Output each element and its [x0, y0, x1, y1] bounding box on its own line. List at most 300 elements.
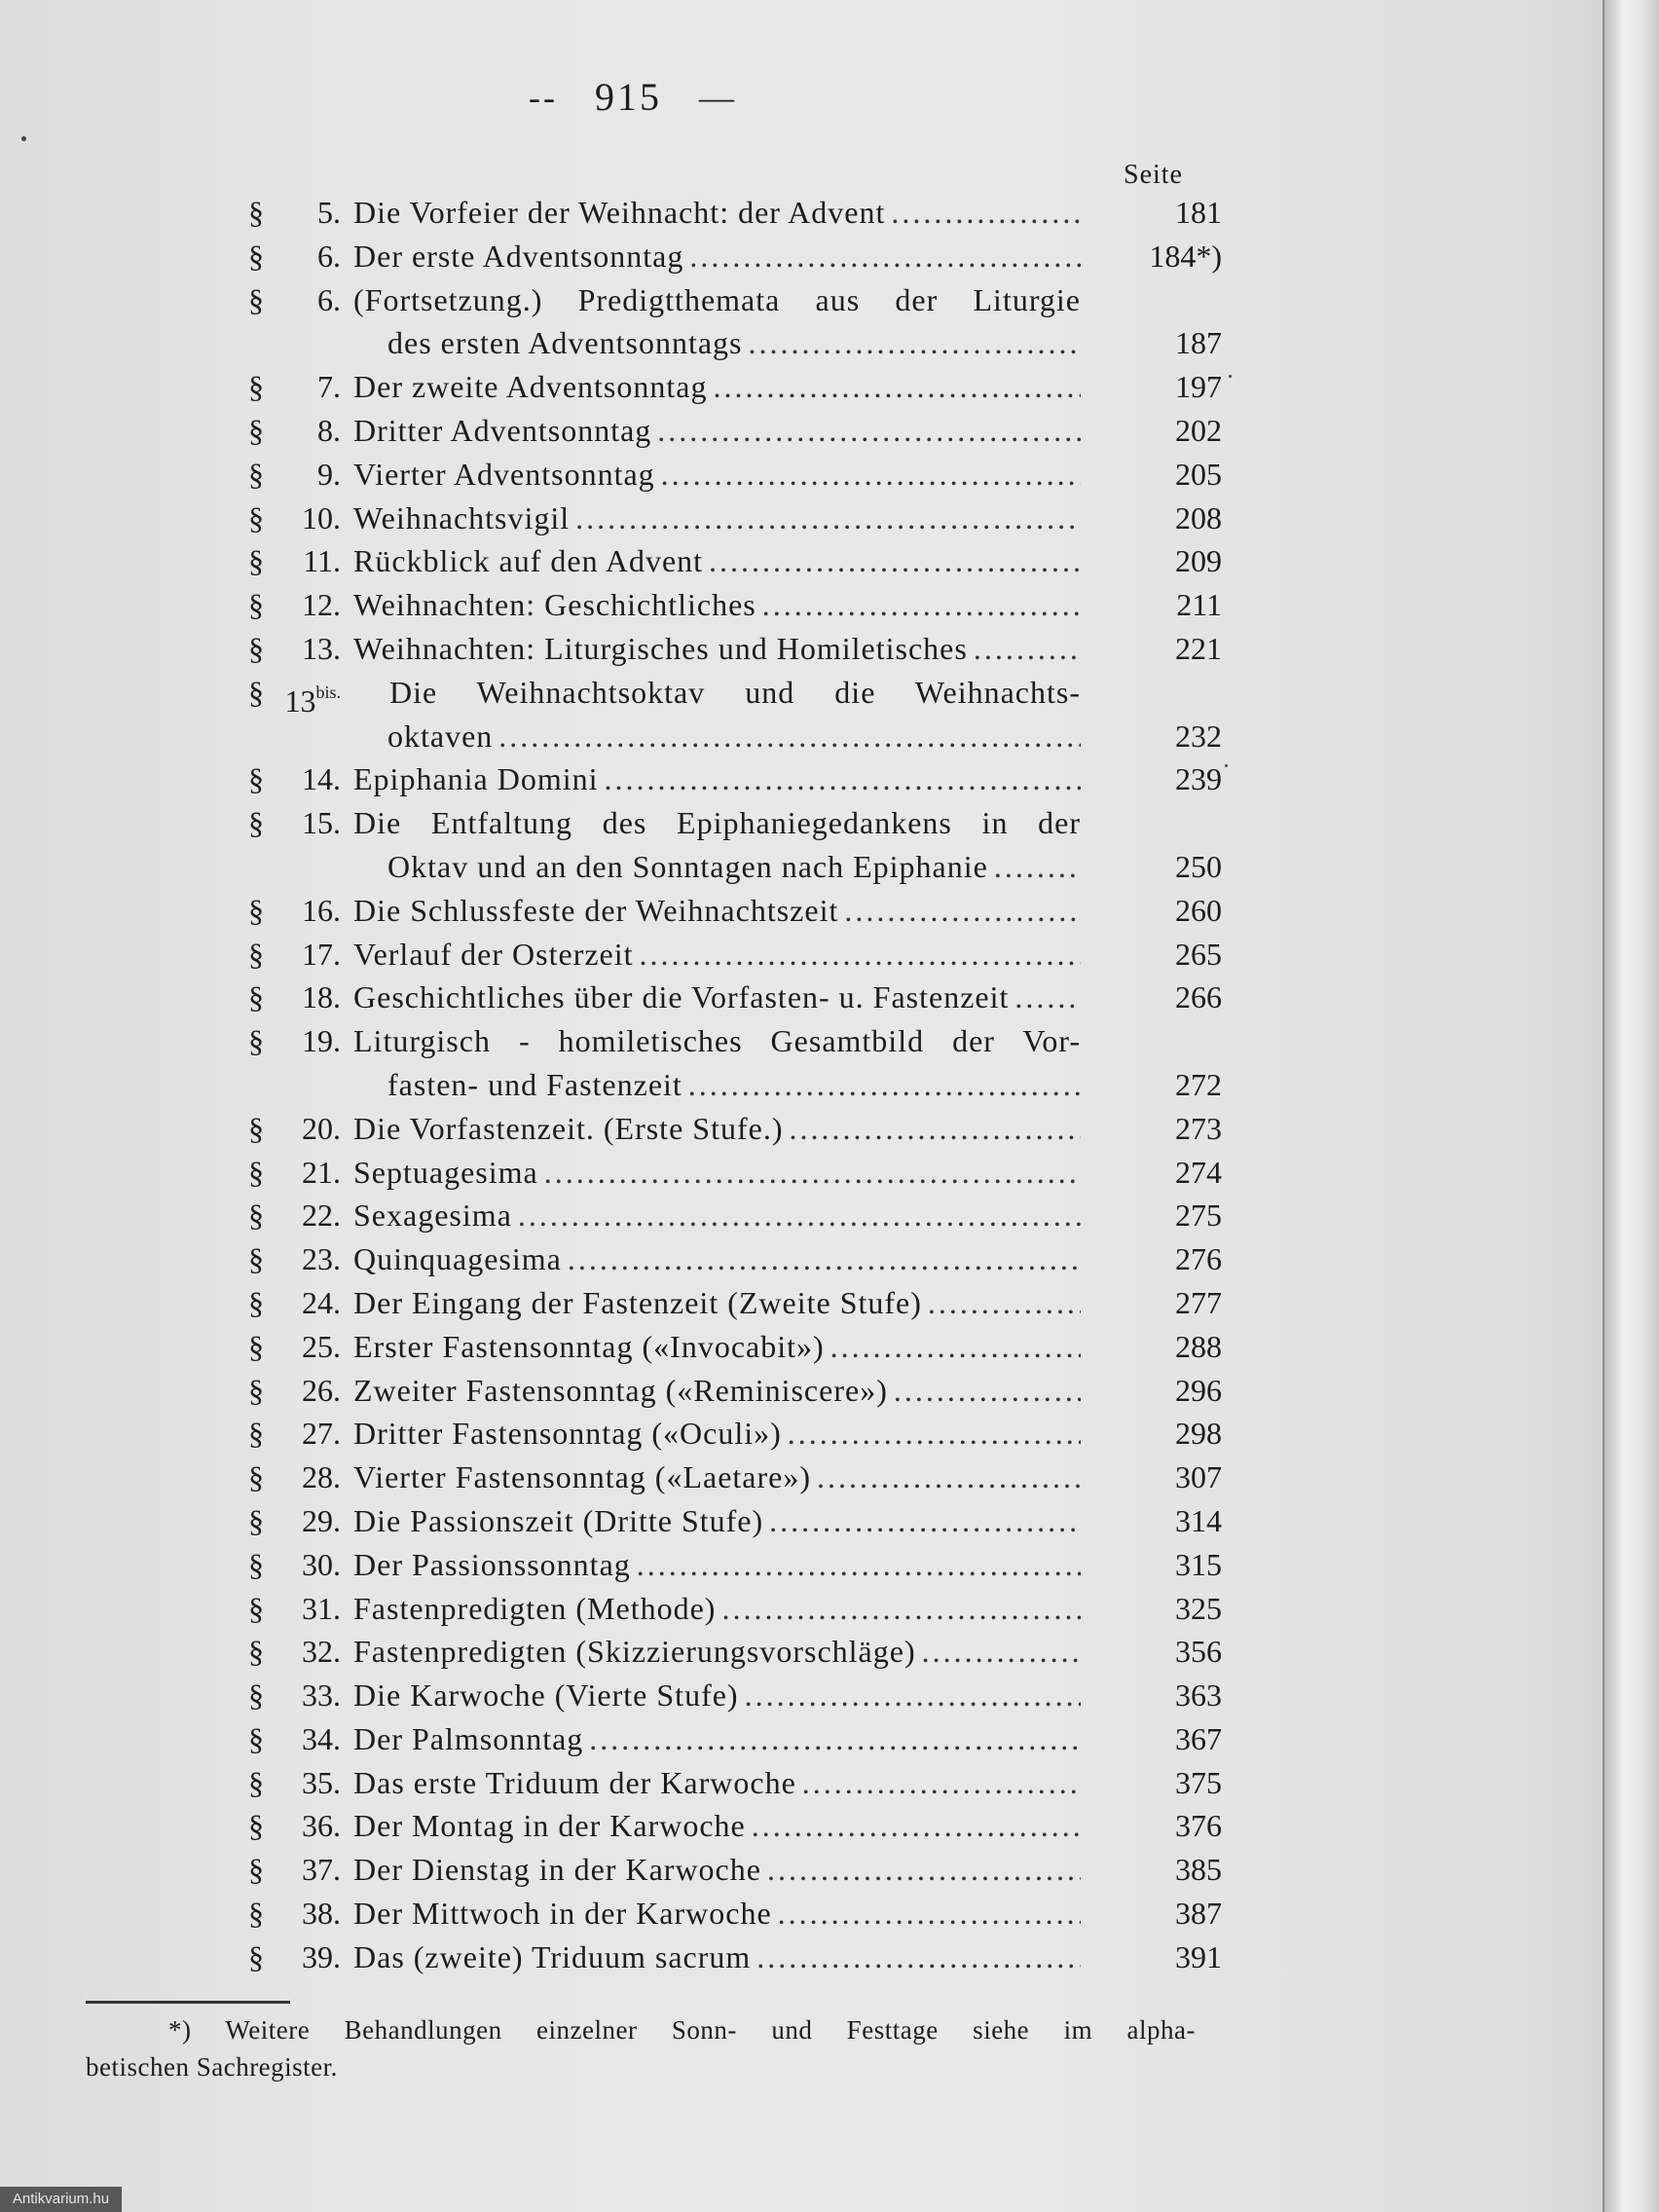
entry-page-number: 221	[1175, 630, 1222, 666]
entry-title-text: Die Karwoche (Vierte Stufe)	[353, 1677, 739, 1714]
section-number-text: 5.	[317, 195, 341, 230]
section-symbol: §	[248, 281, 264, 317]
entry-page-number: 356	[1175, 1634, 1222, 1670]
entry-title	[389, 671, 1081, 715]
entry-title-text: Vierter Adventsonntag	[353, 456, 655, 492]
section-number-text: 28.	[302, 1459, 341, 1495]
section-number-text: 24.	[302, 1284, 341, 1320]
section-number	[277, 1543, 341, 1587]
toc-entry	[248, 453, 1222, 497]
entry-page-number: 272	[1175, 1066, 1222, 1102]
entry-page-number: 197	[1175, 369, 1222, 405]
entry-title	[387, 845, 1081, 889]
section-number-text: 6.	[317, 238, 341, 274]
entry-title-text: Weihnachten: Geschichtliches	[353, 587, 756, 623]
toc-entry	[248, 1369, 1222, 1413]
entry-title-text: Quinquagesima	[353, 1241, 562, 1277]
entry-title	[353, 933, 1081, 977]
toc-entry	[248, 1281, 1222, 1325]
dot-leader	[637, 1543, 1081, 1587]
section-number	[277, 627, 341, 671]
toc-entry	[248, 497, 1222, 540]
dot-leader	[802, 1761, 1081, 1805]
entry-title	[353, 365, 1081, 409]
dot-leader	[575, 497, 1081, 540]
entry-title	[353, 1412, 1081, 1456]
entry-title	[353, 1369, 1081, 1413]
section-number	[277, 1499, 341, 1543]
section-number	[277, 1369, 341, 1413]
entry-page-number: 274	[1175, 1154, 1222, 1190]
entry-title	[353, 409, 1081, 453]
toc-entry	[248, 1761, 1222, 1805]
toc-entry	[248, 1804, 1222, 1848]
dot-leader	[589, 1717, 1081, 1761]
section-symbol: §	[248, 543, 264, 579]
paper-speck	[21, 136, 26, 141]
dot-leader	[830, 1325, 1081, 1369]
entry-title	[353, 1019, 1081, 1063]
section-number	[277, 889, 341, 933]
section-number	[277, 801, 341, 845]
section-number	[277, 583, 341, 627]
entry-page-number: 181	[1175, 195, 1222, 230]
entry-title	[353, 1456, 1081, 1499]
section-symbol: §	[248, 1502, 264, 1538]
section-symbol: §	[248, 674, 264, 710]
dot-leader	[994, 845, 1081, 889]
toc-entry	[248, 1499, 1222, 1543]
section-number-text: 38.	[302, 1896, 341, 1932]
entry-page-number: 276	[1175, 1241, 1222, 1277]
toc-entry	[248, 1717, 1222, 1761]
toc-entry	[248, 235, 1222, 278]
dot-leader	[568, 1237, 1081, 1281]
section-number	[277, 1151, 341, 1195]
toc-entry	[248, 889, 1222, 933]
section-symbol: §	[248, 1938, 264, 1974]
section-number	[277, 278, 341, 322]
section-number-text: 23.	[302, 1241, 341, 1277]
entry-title-text: fasten- und Fastenzeit	[387, 1066, 682, 1102]
toc-entry	[248, 801, 1222, 845]
entry-title	[353, 1761, 1081, 1805]
toc-entry	[248, 1063, 1222, 1107]
toc-entry	[248, 1543, 1222, 1587]
section-number	[277, 1456, 341, 1499]
entry-title-text: Der zweite Adventsonntag	[353, 369, 708, 405]
entry-title-text: Liturgisch - homiletisches Gesamtbild der Vor-	[353, 1023, 1081, 1059]
header-right-dash: —	[698, 78, 737, 117]
entry-page-number: 307	[1175, 1459, 1222, 1495]
section-symbol: §	[248, 1764, 264, 1800]
dot-leader	[756, 1936, 1081, 1979]
entry-title	[353, 1717, 1081, 1761]
entry-page-number: 211	[1176, 587, 1222, 623]
dot-leader	[928, 1281, 1081, 1325]
section-symbol: §	[248, 1677, 264, 1714]
toc-entry	[248, 1194, 1222, 1237]
toc-entry	[248, 671, 1222, 719]
section-number-text: 16.	[302, 892, 341, 928]
section-symbol: §	[248, 499, 264, 535]
section-number	[277, 1804, 341, 1848]
entry-title-text: Fastenpredigten (Methode)	[353, 1590, 717, 1626]
section-number-text: 6.	[317, 281, 341, 317]
entry-title-text: Sexagesima	[353, 1198, 512, 1234]
section-number	[277, 1194, 341, 1237]
entry-title	[353, 1237, 1081, 1281]
entry-title	[353, 1281, 1081, 1325]
page-gutter	[1603, 0, 1659, 2212]
entry-title	[353, 1892, 1081, 1936]
entry-title-text: Der Mittwoch in der Karwoche	[353, 1896, 772, 1932]
entry-title-text: Dritter Fastensonntag («Oculi»)	[353, 1416, 782, 1452]
page-column-label: Seite	[1124, 160, 1183, 190]
entry-title-text: Der Dienstag in der Karwoche	[353, 1852, 761, 1888]
dot-leader	[974, 627, 1081, 671]
entry-title-text: Weihnachtsvigil	[353, 499, 571, 535]
section-number	[277, 1325, 341, 1369]
section-symbol: §	[248, 1590, 264, 1626]
dot-leader	[640, 933, 1081, 977]
entry-title-text: Oktav und an den Sonntagen nach Epiphanie	[387, 848, 988, 884]
dot-leader	[661, 453, 1081, 497]
dot-leader	[518, 1194, 1081, 1237]
entry-title-text: Rückblick auf den Advent	[353, 543, 704, 579]
dot-leader	[1014, 976, 1081, 1019]
entry-title	[353, 1630, 1081, 1674]
toc-entry	[248, 933, 1222, 977]
entry-title	[353, 191, 1081, 235]
section-number	[277, 453, 341, 497]
dot-leader	[713, 365, 1081, 409]
entry-page-number: 208	[1175, 499, 1222, 535]
entry-title	[353, 1543, 1081, 1587]
section-symbol: §	[248, 1154, 264, 1190]
section-number-text: 29.	[302, 1502, 341, 1538]
section-number-text: 20.	[302, 1110, 341, 1146]
toc-entry	[248, 278, 1222, 322]
entry-page-number: 391	[1175, 1938, 1222, 1974]
watermark: Antikvarium.hu	[0, 2187, 122, 2212]
section-number	[277, 409, 341, 453]
entry-page-number: 232	[1175, 718, 1222, 754]
entry-title	[353, 453, 1081, 497]
section-symbol: §	[248, 1328, 264, 1364]
toc-entry	[248, 1019, 1222, 1063]
entry-title	[353, 976, 1081, 1019]
section-number-text: 10.	[302, 499, 341, 535]
entry-page-number: 296	[1175, 1372, 1222, 1408]
entry-page-number: 385	[1175, 1852, 1222, 1888]
entry-title	[353, 1107, 1081, 1151]
dot-leader	[844, 889, 1081, 933]
entry-title-text: Der Palmsonntag	[353, 1720, 584, 1756]
dot-leader	[767, 1848, 1081, 1892]
section-number-text: 9.	[317, 456, 341, 492]
entry-page-number: 250	[1175, 848, 1222, 884]
section-number-text: 27.	[302, 1416, 341, 1452]
entry-page-number: 363	[1175, 1677, 1222, 1714]
dot-leader	[657, 409, 1081, 453]
section-number-text: 13	[284, 682, 316, 719]
entry-page-number: 275	[1175, 1198, 1222, 1234]
dot-leader	[894, 1369, 1081, 1413]
section-symbol: §	[248, 892, 264, 928]
toc-entry	[248, 1848, 1222, 1892]
toc-entry	[248, 409, 1222, 453]
section-number	[277, 1936, 341, 1979]
section-symbol: §	[248, 1896, 264, 1932]
toc-entry	[248, 1151, 1222, 1195]
entry-page-number: 325	[1175, 1590, 1222, 1626]
section-symbol: §	[248, 1284, 264, 1320]
section-symbol: §	[248, 412, 264, 448]
entry-page-number: 288	[1175, 1328, 1222, 1364]
section-symbol: §	[248, 805, 264, 841]
toc-entry	[248, 1412, 1222, 1456]
toc-entry	[248, 365, 1222, 409]
dot-leader	[788, 1412, 1081, 1456]
section-symbol: §	[248, 761, 264, 797]
dot-leader	[769, 1499, 1081, 1543]
entry-title	[353, 278, 1081, 322]
section-number-text: 25.	[302, 1328, 341, 1364]
section-symbol: §	[248, 630, 264, 666]
toc-entry	[248, 976, 1222, 1019]
dot-leader	[891, 191, 1081, 235]
section-number-text: 7.	[317, 369, 341, 405]
entry-page-number: 265	[1175, 936, 1222, 972]
footnote-divider	[86, 2001, 290, 2004]
section-number-text: 18.	[302, 979, 341, 1015]
dot-leader	[749, 321, 1082, 365]
entry-page-number: 387	[1175, 1896, 1222, 1932]
toc-entry	[248, 1107, 1222, 1151]
entry-title-text: Der Passionssonntag	[353, 1546, 631, 1582]
section-symbol: §	[248, 1198, 264, 1234]
entry-title	[353, 497, 1081, 540]
dot-leader	[922, 1630, 1081, 1674]
entry-page-number: 184*)	[1149, 238, 1222, 274]
section-symbol: §	[248, 1634, 264, 1670]
section-number-text: 30.	[302, 1546, 341, 1582]
entry-title	[353, 1499, 1081, 1543]
entry-title-text: Vierter Fastensonntag («Laetare»)	[353, 1459, 811, 1495]
section-number	[277, 539, 341, 583]
paper-speck	[1229, 375, 1232, 378]
dot-leader	[762, 583, 1081, 627]
entry-title-text: Die Entfaltung des Epiphaniegedankens in der	[353, 805, 1081, 841]
entry-title	[353, 1848, 1081, 1892]
entry-title-text: Die Schlussfeste der Weihnachtszeit	[353, 892, 839, 928]
section-symbol: §	[248, 979, 264, 1015]
section-number	[277, 1630, 341, 1674]
entry-title-text: Der Eingang der Fastenzeit (Zweite Stufe)	[353, 1284, 922, 1320]
section-symbol: §	[248, 587, 264, 623]
section-number-text: 17.	[302, 936, 341, 972]
entry-title-text: (Fortsetzung.) Predigtthemata aus der Liturgie	[353, 281, 1081, 317]
entry-page-number: 273	[1175, 1110, 1222, 1146]
toc-entry	[248, 627, 1222, 671]
entry-title-text: Geschichtliches über die Vorfasten- u. Fastenzeit	[353, 979, 1010, 1015]
section-symbol: §	[248, 1459, 264, 1495]
entry-title-text: Die Vorfastenzeit. (Erste Stufe.)	[353, 1110, 784, 1146]
section-number	[277, 191, 341, 235]
entry-title	[387, 321, 1081, 365]
entry-page-number: 202	[1175, 412, 1222, 448]
entry-title	[387, 715, 1081, 758]
entry-page-number: 260	[1175, 892, 1222, 928]
section-symbol: §	[248, 238, 264, 274]
section-number-text: 36.	[302, 1808, 341, 1844]
footnote-line: *) Weitere Behandlungen einzelner Sonn- und Festtage siehe im alpha-	[168, 2015, 1196, 2045]
dot-leader	[688, 1063, 1081, 1107]
page-header	[506, 68, 759, 127]
header-left-dash: --	[529, 78, 558, 117]
entry-title	[353, 801, 1081, 845]
entry-title-text: Der erste Adventsonntag	[353, 238, 684, 274]
dot-leader	[605, 757, 1081, 801]
toc-entry	[248, 1630, 1222, 1674]
section-number-text: 31.	[302, 1590, 341, 1626]
entry-title	[353, 627, 1081, 671]
section-symbol: §	[248, 1852, 264, 1888]
entry-title-text: Das erste Triduum der Karwoche	[353, 1764, 796, 1800]
section-number-text: 19.	[302, 1023, 341, 1059]
entry-title-text: Das (zweite) Triduum sacrum	[353, 1938, 752, 1974]
section-symbol: §	[248, 1808, 264, 1844]
toc-entry	[248, 1936, 1222, 1979]
section-number	[277, 1892, 341, 1936]
section-symbol: §	[248, 1416, 264, 1452]
section-symbol: §	[248, 1372, 264, 1408]
entry-page-number: 266	[1175, 979, 1222, 1015]
toc-entry	[248, 583, 1222, 627]
entry-page-number: 314	[1175, 1502, 1222, 1538]
section-number	[277, 1237, 341, 1281]
section-number-text: 22.	[302, 1198, 341, 1234]
section-number-text: 21.	[302, 1154, 341, 1190]
entry-page-number: 315	[1175, 1546, 1222, 1582]
section-number	[277, 1019, 341, 1063]
paper-speck	[1225, 764, 1228, 767]
entry-title-text: Septuagesima	[353, 1154, 538, 1190]
section-number	[277, 1281, 341, 1325]
entry-page-number: 367	[1175, 1720, 1222, 1756]
toc-entry	[248, 1237, 1222, 1281]
section-number-text: 39.	[302, 1938, 341, 1974]
section-symbol: §	[248, 1023, 264, 1059]
section-number-text: 35.	[302, 1764, 341, 1800]
toc-entry	[248, 757, 1222, 801]
entry-title-text: Erster Fastensonntag («Invocabit»)	[353, 1328, 825, 1364]
section-number	[277, 1412, 341, 1456]
dot-leader	[709, 539, 1081, 583]
dot-leader	[752, 1804, 1081, 1848]
section-symbol: §	[248, 195, 264, 230]
section-number-text: 33.	[302, 1677, 341, 1714]
entry-title	[353, 1151, 1081, 1195]
dot-leader	[498, 715, 1081, 758]
entry-title-text: Die Weihnachtsoktav und die Weihnachts-	[389, 674, 1081, 710]
entry-title-text: Zweiter Fastensonntag («Reminiscere»)	[353, 1372, 888, 1408]
footnote	[86, 2011, 1196, 2085]
section-number-text: 15.	[302, 805, 341, 841]
entry-title-text: Weihnachten: Liturgisches und Homiletisches	[353, 630, 968, 666]
dot-leader	[789, 1107, 1081, 1151]
footnote-line: betischen Sachregister.	[86, 2052, 338, 2082]
toc-entry	[248, 845, 1222, 889]
entry-page-number: 375	[1175, 1764, 1222, 1800]
section-symbol: §	[248, 936, 264, 972]
toc-entry	[248, 1674, 1222, 1717]
section-number	[277, 933, 341, 977]
section-symbol: §	[248, 456, 264, 492]
entry-title-text: Verlauf der Osterzeit	[353, 936, 634, 972]
table-of-contents	[248, 191, 1222, 1979]
entry-title-text: Die Vorfeier der Weihnacht: der Advent	[353, 195, 886, 230]
toc-entry	[248, 539, 1222, 583]
toc-entry	[248, 715, 1222, 758]
section-number	[277, 976, 341, 1019]
toc-entry	[248, 1456, 1222, 1499]
toc-entry	[248, 1892, 1222, 1936]
entry-title	[387, 1063, 1081, 1107]
section-number-text: 37.	[302, 1852, 341, 1888]
section-number	[277, 757, 341, 801]
section-number-text: 8.	[317, 412, 341, 448]
entry-title	[353, 539, 1081, 583]
section-symbol: §	[248, 1720, 264, 1756]
section-number-text: 34.	[302, 1720, 341, 1756]
section-symbol: §	[248, 369, 264, 405]
entry-page-number: 205	[1175, 456, 1222, 492]
section-number	[277, 1107, 341, 1151]
section-number	[277, 497, 341, 540]
page-number: 915	[594, 75, 662, 119]
entry-title-text: des ersten Adventsonntags	[387, 325, 743, 361]
entry-page-number: 277	[1175, 1284, 1222, 1320]
section-number	[277, 1674, 341, 1717]
toc-entry	[248, 1587, 1222, 1631]
dot-leader	[721, 1587, 1081, 1631]
dot-leader	[778, 1892, 1081, 1936]
entry-page-number: 209	[1175, 543, 1222, 579]
section-number	[277, 1761, 341, 1805]
section-number-text: 26.	[302, 1372, 341, 1408]
entry-title	[353, 757, 1081, 801]
dot-leader	[689, 235, 1081, 278]
section-number	[277, 1587, 341, 1631]
section-number-text: 32.	[302, 1634, 341, 1670]
section-symbol: §	[248, 1241, 264, 1277]
dot-leader	[544, 1151, 1081, 1195]
entry-title	[353, 583, 1081, 627]
entry-title	[353, 1804, 1081, 1848]
section-symbol: §	[248, 1546, 264, 1582]
entry-page-number: 187	[1175, 325, 1222, 361]
entry-title	[353, 1674, 1081, 1717]
section-number-superscript: bis.	[315, 682, 341, 702]
entry-title-text: Dritter Adventsonntag	[353, 412, 652, 448]
section-symbol: §	[248, 1110, 264, 1146]
dot-leader	[817, 1456, 1081, 1499]
dot-leader	[745, 1674, 1081, 1717]
entry-title-text: Der Montag in der Karwoche	[353, 1808, 746, 1844]
section-number-text: 13.	[302, 630, 341, 666]
